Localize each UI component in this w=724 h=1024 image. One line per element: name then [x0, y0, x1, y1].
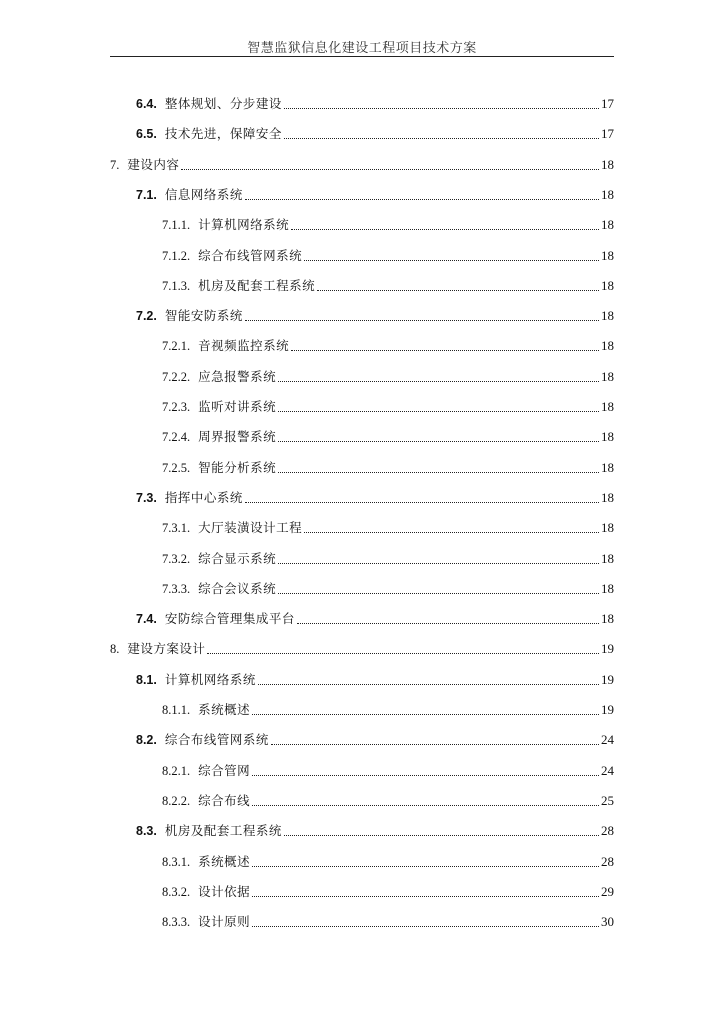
toc-entry-title: 计算机网络系统 [164, 671, 256, 687]
toc-entry[interactable] [110, 153, 614, 173]
toc-entry-page-number: 28 [601, 823, 614, 839]
toc-entry-title: 系统概述 [198, 853, 251, 869]
toc-entry[interactable] [162, 577, 614, 597]
toc-entry[interactable] [136, 122, 614, 142]
toc-entry-page-number: 18 [601, 429, 614, 445]
toc-entry-title: 机房及配套工程系统 [164, 823, 282, 839]
toc-entry-number: 7.3.1. [162, 521, 191, 536]
toc-entry-page-number: 18 [601, 217, 614, 233]
toc-entry[interactable] [110, 637, 614, 657]
toc-entry[interactable] [162, 850, 614, 870]
toc-entry-number: 8.1. [136, 672, 157, 687]
toc-entry-page-number: 29 [601, 883, 614, 899]
toc-entry-title: 应急报警系统 [198, 368, 277, 384]
toc-entry-page-number: 24 [601, 732, 614, 748]
toc-entry-title: 音视频监控系统 [198, 338, 290, 354]
toc-entry-title: 设计原则 [198, 914, 251, 930]
toc-entry-title: 综合布线管网系统 [198, 247, 303, 263]
toc-dot-leader [278, 563, 599, 564]
toc-entry[interactable] [162, 547, 614, 567]
toc-entry-number: 8.3.1. [162, 854, 191, 869]
toc-entry-page-number: 19 [601, 641, 614, 657]
toc-entry-page-number: 17 [601, 96, 614, 111]
toc-entry-page-number: 25 [601, 792, 614, 808]
toc-entry-number: 8.1.1. [162, 703, 191, 717]
toc-entry-page-number: 18 [601, 459, 614, 475]
toc-entry-title: 智能安防系统 [164, 308, 243, 324]
toc-entry-title: 机房及配套工程系统 [198, 277, 316, 293]
toc-entry[interactable] [136, 486, 614, 506]
toc-entry[interactable] [162, 274, 614, 294]
toc-entry-page-number: 28 [601, 853, 614, 869]
toc-entry-page-number: 18 [601, 277, 614, 293]
toc-entry[interactable] [136, 92, 614, 112]
toc-entry-page-number: 18 [601, 247, 614, 263]
toc-entry-number: 7.3. [136, 490, 157, 505]
toc-dot-leader [278, 381, 599, 382]
toc-dot-leader [252, 714, 599, 715]
toc-entry-title: 整体规划、分步建设 [164, 96, 282, 111]
toc-entry-number: 6.4. [136, 97, 157, 111]
toc-entry-title: 指挥中心系统 [164, 489, 243, 505]
toc-entry-title: 综合会议系统 [198, 580, 277, 596]
toc-entry-page-number: 18 [601, 520, 614, 536]
toc-dot-leader [284, 138, 599, 139]
toc-entry-page-number: 18 [601, 368, 614, 384]
toc-entry[interactable] [162, 789, 614, 809]
toc-entry-title: 综合显示系统 [198, 550, 277, 566]
toc-entry[interactable] [162, 244, 614, 264]
toc-dot-leader [304, 260, 599, 261]
toc-dot-leader [304, 532, 599, 533]
toc-entry-number: 7.2.3. [162, 400, 191, 414]
toc-entry[interactable] [162, 425, 614, 445]
toc-entry-title: 设计依据 [198, 883, 251, 899]
toc-dot-leader [181, 169, 599, 170]
toc-entry-number: 7.2.1. [162, 339, 191, 354]
toc-entry-title: 安防综合管理集成平台 [164, 611, 295, 627]
toc-entry-title: 综合布线 [198, 792, 251, 808]
toc-entry-number: 7. [110, 157, 120, 172]
toc-entry-number: 7.2.5. [162, 460, 191, 475]
toc-entry-number: 8.2.2. [162, 793, 191, 808]
toc-entry[interactable] [162, 516, 614, 536]
toc-entry-page-number: 24 [601, 762, 614, 778]
toc-dot-leader [278, 411, 599, 412]
toc-dot-leader [245, 199, 599, 200]
toc-entry-title: 计算机网络系统 [198, 217, 290, 233]
toc-dot-leader [271, 744, 599, 745]
toc-dot-leader [252, 926, 599, 927]
toc-entry-page-number: 18 [601, 489, 614, 505]
toc-entry-number: 8.3. [136, 824, 157, 839]
toc-entry-page-number: 18 [601, 580, 614, 596]
toc-entry-title: 建设方案设计 [127, 641, 206, 657]
toc-entry-number: 8.2. [136, 733, 157, 748]
toc-dot-leader [252, 896, 599, 897]
toc-entry[interactable] [136, 668, 614, 688]
toc-entry[interactable] [162, 759, 614, 779]
toc-entry-number: 7.1.2. [162, 248, 191, 263]
toc-entry[interactable] [162, 698, 614, 718]
toc-entry-page-number: 30 [601, 914, 614, 930]
toc-entry-page-number: 18 [601, 399, 614, 414]
toc-entry-page-number: 18 [601, 308, 614, 324]
header-divider [110, 56, 614, 57]
toc-entry-title: 综合布线管网系统 [164, 732, 269, 748]
toc-entry-title: 智能分析系统 [198, 459, 277, 475]
toc-entry[interactable] [162, 456, 614, 476]
toc-entry-page-number: 19 [601, 671, 614, 687]
toc-entry[interactable] [136, 728, 614, 748]
toc-dot-leader [291, 350, 599, 351]
toc-dot-leader [284, 108, 599, 109]
toc-dot-leader [207, 653, 599, 654]
toc-entry-title: 建设内容 [127, 156, 180, 172]
toc-dot-leader [278, 441, 599, 442]
toc-entry-number: 7.2.4. [162, 430, 191, 445]
toc-entry-number: 8.3.2. [162, 884, 191, 899]
toc-dot-leader [297, 623, 599, 624]
toc-entry-number: 7.3.3. [162, 581, 191, 596]
toc-entry-number: 8.2.1. [162, 763, 191, 778]
toc-entry-number: 8.3.3. [162, 915, 191, 930]
toc-dot-leader [245, 320, 599, 321]
toc-entry-title: 技术先进，保障安全 [164, 126, 282, 142]
toc-entry[interactable] [136, 819, 614, 839]
toc-entry-title: 大厅装潢设计工程 [198, 520, 303, 536]
toc-dot-leader [252, 866, 599, 867]
toc-entry-page-number: 18 [601, 550, 614, 566]
toc-entry-number: 7.4. [136, 612, 157, 627]
toc-entry-title: 综合管网 [198, 762, 251, 778]
toc-dot-leader [278, 472, 599, 473]
toc-entry-page-number: 17 [601, 126, 614, 142]
toc-entry-title: 监听对讲系统 [198, 399, 277, 414]
toc-entry[interactable] [162, 334, 614, 354]
toc-entry-title: 系统概述 [198, 702, 251, 717]
toc-dot-leader [245, 502, 599, 503]
toc-entry-number: 6.5. [136, 127, 157, 142]
toc-entry[interactable] [162, 880, 614, 900]
toc-entry-page-number: 19 [601, 702, 614, 717]
toc-entry-page-number: 18 [601, 186, 614, 202]
toc-dot-leader [317, 290, 599, 291]
toc-entry-title: 信息网络系统 [164, 186, 243, 202]
toc-entry-number: 8. [110, 642, 120, 657]
toc-dot-leader [252, 775, 599, 776]
toc-entry[interactable] [136, 304, 614, 324]
toc-dot-leader [252, 805, 599, 806]
document-header-title: 智慧监狱信息化建设工程项目技术方案 [247, 41, 477, 56]
toc-dot-leader [284, 835, 599, 836]
toc-entry-page-number: 18 [601, 156, 614, 172]
toc-dot-leader [278, 593, 599, 594]
toc-entry[interactable] [136, 183, 614, 203]
toc-dot-leader [258, 684, 599, 685]
toc-entry-number: 7.2.2. [162, 369, 191, 384]
toc-entry-number: 7.3.2. [162, 551, 191, 566]
toc-entry[interactable] [162, 910, 614, 930]
toc-entry[interactable] [162, 395, 614, 415]
toc-entry-number: 7.1. [136, 187, 157, 202]
toc-entry-title: 周界报警系统 [198, 429, 277, 445]
toc-entry-number: 7.2. [136, 309, 157, 324]
toc-entry-page-number: 18 [601, 338, 614, 354]
toc-entry-number: 7.1.3. [162, 278, 191, 293]
toc-entry[interactable] [136, 607, 614, 627]
toc-entry[interactable] [162, 213, 614, 233]
toc-entry[interactable] [162, 365, 614, 385]
toc-entry-page-number: 18 [601, 611, 614, 627]
toc-dot-leader [291, 229, 599, 230]
toc-entry-number: 7.1.1. [162, 218, 191, 233]
